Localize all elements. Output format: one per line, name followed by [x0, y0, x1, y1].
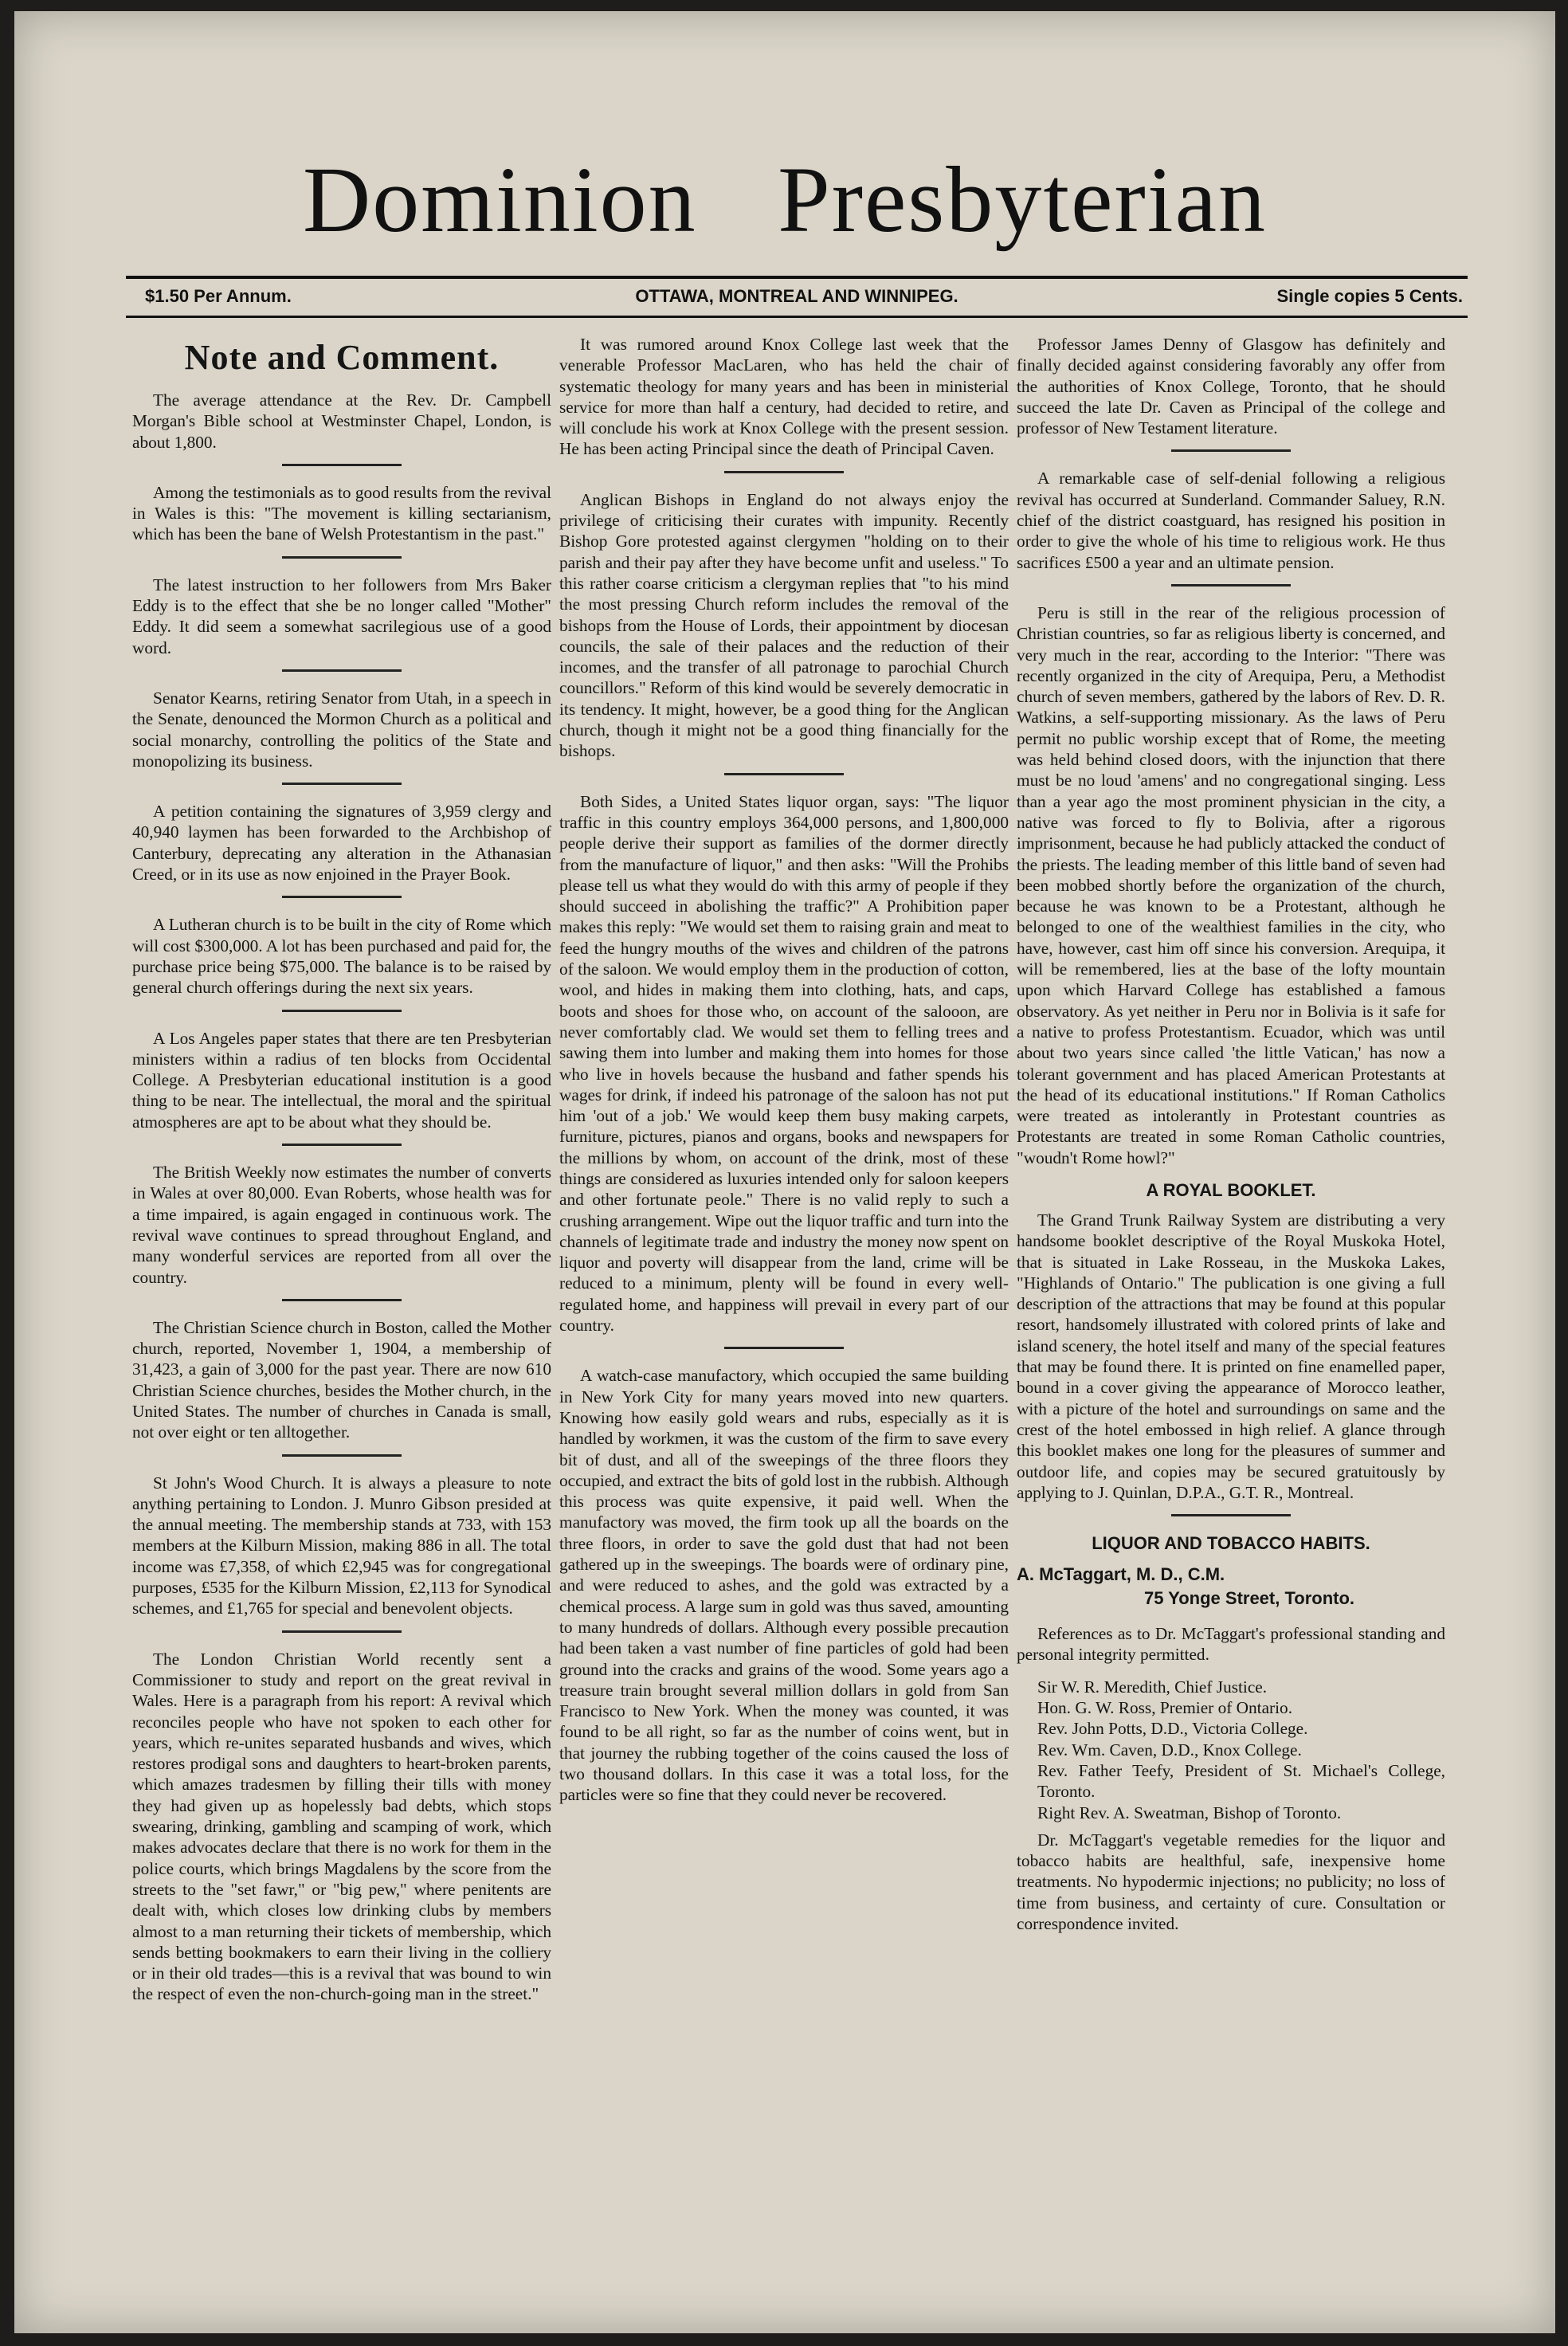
- booklet-article: The Grand Trunk Railway System are distributing a very handsome booklet descriptive of the Royal Muskoka Hotel, that is situated in Lake Rosseau, in the Muskoka Lakes, "Highlands of Ontario." The publication is one giving a full description of the attractions that may be found at this popular resort, handsomely illustrated with colored prints of lake and island scenery, the hotel itself and many of the special features that may be found there. It is printed on fine enamelled paper, bound in a cover giving the appearance of Morocco leather, with a picture of the hotel and surroundings on same and the crest of the hotel embossed in high relief. A glance through this booklet makes one long for the pleasures of summer and outdoor life, and copies may be secured gratuitously by applying to J. Quinlan, D.P.A., G.T. R., Montreal.: [1017, 1210, 1445, 1502]
- advert-closing: Dr. McTaggart's vegetable remedies for the liquor and tobacco habits are healthful, safe, inexpensive home treatments. No hypodermic injections; no publicity; no loss of time from business, and certainty of cure. Consultation or correspondence invited.: [1017, 1830, 1445, 1933]
- column-right: [1017, 334, 1445, 2282]
- reference-item: Sir W. R. Meredith, Chief Justice.: [1037, 1677, 1268, 1697]
- news-item: It was rumored around Knox College last week that the venerable Professor MacLaren, who has held the chair of systematic theology for many years and has been in ministerial service for more than half a century, had decided to retire, and will conclude his work at Knox College with the present session. He has been acting Principal since the death of Principal Caven.: [559, 335, 1009, 459]
- divider: [282, 896, 402, 898]
- divider: [1171, 584, 1291, 586]
- divider: [282, 556, 402, 559]
- publication-cities: OTTAWA, MONTREAL AND WINNIPEG.: [635, 286, 958, 306]
- divider: [724, 773, 844, 775]
- subhead-bar: [126, 276, 1468, 318]
- divider: [282, 1299, 402, 1301]
- news-item: Among the testimonials as to good results from the revival in Wales is this: "The movement is killing sectarianism, which has been the bane of Welsh Protestantism in the past.": [132, 482, 551, 544]
- divider: [282, 669, 402, 672]
- news-item: Professor James Denny of Glasgow has definitely and finally decided against considering favorably any offer from the authorities of Knox College, Toronto, that he should succeed the late Dr. Caven as Principal of the college and professor of New Testament literature.: [1017, 335, 1445, 438]
- reference-item: Hon. G. W. Ross, Premier of Ontario.: [1037, 1698, 1293, 1718]
- booklet-heading: A ROYAL BOOKLET.: [1146, 1179, 1316, 1200]
- advert-reference-list: [1017, 1677, 1445, 1823]
- news-item: A Los Angeles paper states that there are ten Presbyterian ministers within a radius of ten blocks from Occidental College. A Presbyterian educational institution is a good thing to be near. The intellectual, the moral and the spiritual atmospheres are apt to be about what they should be.: [132, 1028, 551, 1132]
- divider: [1171, 1514, 1291, 1516]
- news-item: Peru is still in the rear of the religious procession of Christian countries, so far as religious liberty is concerned, and very much in the rear, according to the Interior: "There was recently organized in the city of Arequipa, Peru, a Methodist church of seven members, gathered by the labors of Rev. D. R. Watkins, a self-supporting missionary. As the laws of Peru permit no public worship except that of Rome, the meeting was held behind closed doors, with the injunction that there must be no loud 'amens' and no congregational singing. Less than a year ago the most prominent physician in the city, a native was forced to fly to Bolivia, after a rigorous imprisonment, because he had publicly attacked the conduct of the priests. The leading member of this little band of seven had been mobbed shortly before the organization of the church, because he was known to be a Protestant, although he belonged to one of the wealthiest families in the city, who have, however, cast him off since his conversion. Arequipa, it will be remembered, lies at the base of the lofty mountain upon which Harvard College has established a famous observatory. As yet neither in Peru nor in Bolivia is it safe for a native to profess Protestantism. Ecuador, which was until about two years since called 'the little Vatican,' has now a tolerant government and has placed American Protestants at the head of its educational institutions." If Roman Catholics were treated as intolerantly in Protestant countries as Protestants are treated in some Roman Catholic countries, "woudn't Rome howl?": [1017, 602, 1445, 1167]
- divider: [282, 1144, 402, 1146]
- divider: [282, 1454, 402, 1457]
- newspaper-page: [14, 11, 1555, 2333]
- news-item: A Lutheran church is to be built in the city of Rome which will cost $300,000. A lot has been purchased and paid for, the purchase price being $75,000. The balance is to be raised by general church offerings during the next six years.: [132, 915, 551, 998]
- column-middle: [559, 334, 1009, 2282]
- news-item: The London Christian World recently sent a Commissioner to study and report on the great revival in Wales. Here is a paragraph from his report: A revival which reconciles people who have not spoken to each other for years, which re-unites separated husbands and wives, which restores prodigal sons and daughters to heart-broken parents, which amazes tradesmen by filling their tills with money they had given up as hopelessly bad debts, which stops swearing, drinking, gambling and scamping of work, which makes advocates declare that there is no work for them in the police courts, which brings Magdalens by the score from the streets to the "set fawr," or "big pew," where penitents are dealt with, which closes low drinking clubs by members almost to a man returning their tickets of membership, which sends betting bookmakers to earn their living in the colliery or in their old trades—this is a revival that was bound to win the respect of even the non-church-going man in the street.": [132, 1649, 551, 2004]
- news-item: Anglican Bishops in England do not always enjoy the privilege of criticising their curates with impunity. Recently Bishop Gore protested against clergymen "holding on to their parish and their pay after they have become unfit and useless." To this rather coarse criticism a clergyman replies that "to his mind the most pressing Church reform includes the removal of the bishops from the House of Lords, their appointment by diocesan councils, the sale of their palaces and the reduction of their incomes, and the transfer of all patronage to parochial Church councillors." Reform of this kind would be severely democratic in its tendency. It might, however, be a good thing for the Anglican church, though it might not be a good thing financially for the bishops.: [559, 489, 1009, 761]
- advert-references-intro: References as to Dr. McTaggart's professional standing and personal integrity permitted.: [1017, 1624, 1445, 1665]
- news-item: The latest instruction to her followers from Mrs Baker Eddy is to the effect that she be no longer called "Mother" Eddy. It did seem a somewhat sacrilegious use of a good word.: [132, 575, 551, 657]
- news-item: The Christian Science church in Boston, called the Mother church, reported, November 1, 1904, a membership of 31,423, a gain of 3,000 for the past year. There are now 610 Christian Science churches, besides the Mother church, in the United States. The number of churches in Canada is small, not over eight or ten alltogether.: [132, 1317, 551, 1442]
- reference-item: Rev. John Potts, D.D., Victoria College.: [1037, 1719, 1308, 1739]
- news-item: A petition containing the signatures of 3,959 clergy and 40,940 laymen has been forwarded to the Archbishop of Canterbury, deprecating any alteration in the Athanasian Creed, or in its use as now enjoined in the Prayer Book.: [132, 802, 551, 885]
- column-left: [132, 334, 551, 2282]
- single-copy-price: Single copies 5 Cents.: [1276, 286, 1463, 306]
- divider: [282, 464, 402, 466]
- divider: [724, 471, 844, 473]
- advert-heading: LIQUOR AND TOBACCO HABITS.: [1092, 1533, 1370, 1554]
- reference-item: Rev. Wm. Caven, D.D., Knox College.: [1037, 1740, 1302, 1760]
- news-item: A watch-case manufactory, which occupied the same building in New York City for many years moved into new quarters. Knowing how easily gold wears and rubs, especially as it is handled by workmen, it was the custom of the firm to save every bit of dust, and all of the sweepings of the three floors they occupied, and extract the bits of gold lost in the rubbish. Although this process was quite expensive, it paid well. When the manufactory was moved, the firm took up all the boards on the three floors, in order to save the gold dust that had not been gathered up in the sweepings. The boards were of ordinary pine, and were reduced to ashes, and the gold was extracted by a chemical process. A large sum in gold was thus saved, amounting to many hundreds of dollars. Although every possible precaution had been taken a vast number of fine particles of gold had been ground into the cracks and grains of the wood. Some years ago a treasure train brought several million dollars in gold from San Francisco to New York. When the money was counted, it was found to be all right, so far as the number of coins went, but in that journey the rubbing together of the coins caused the loss of two thousand dollars. In this case it was a total loss, for the particles were so fine that they could never be recovered.: [559, 1366, 1009, 1805]
- reference-item: Rev. Father Teefy, President of St. Michael's College, Toronto.: [1037, 1760, 1445, 1802]
- news-item: A remarkable case of self-denial following a religious revival has occurred at Sunderland. Commander Saluey, R.N. chief of the district coastguard, has resigned his position in order to give the whole of his time to religious work. He thus sacrifices £500 a year and an ultimate pension.: [1017, 469, 1445, 572]
- masthead-title: Dominion Presbyterian: [303, 147, 1267, 252]
- news-item: Both Sides, a United States liquor organ, says: "The liquor traffic in this country employs 364,000 persons, and 1,800,000 people derive their support as families of the dormer directly from the manufacture of liquor," and then asks: "Will the Prohibs please tell us what they would do with this army of people if they should succeed in abolishing the traffic?" A Prohibition paper makes this reply: "We would set them to raising grain and meat to feed the hungry mouths of the wives and children of the patrons of the saloon. We would employ them in the production of cotton, wool, and hides in making them into clothing, hats, and caps, boots and shoes for those who, on account of the salooon, are never comfortably clad. We would set them to felling trees and sawing them into lumber and making them into homes for those who live in hovels because the husband and father spends his wages for drink, if indeed his patronage of the saloon has not put him 'out of a job.' We would keep them busy making carpets, furniture, pictures, pianos and organs, books and newspapers for the millions by whom, on account of the drink, most of these things are considered as luxuries intended only for saloon keepers and other fortunate peole." There is no valid reply to such a crushing arrangement. Wipe out the liquor traffic and turn into the channels of legitimate trade and industry the money now spent on liquor and poverty will disappear from the land, crime will be reduced to a minimum, plenty will be found in every well-regulated home, and happiness will prevail in every part of our country.: [559, 791, 1009, 1336]
- news-item: The British Weekly now estimates the number of converts in Wales at over 80,000. Evan Roberts, whose health was for a time impaired, is again engaged in continuous work. The revival wave continues to spread throughout England, and many wonderful services are reported from all over the country.: [132, 1163, 551, 1287]
- subscription-price: $1.50 Per Annum.: [145, 286, 292, 306]
- section-title: Note and Comment.: [184, 338, 500, 377]
- reference-item: Right Rev. A. Sweatman, Bishop of Toronto.: [1037, 1803, 1342, 1822]
- news-item: The average attendance at the Rev. Dr. Campbell Morgan's Bible school at Westminster Chapel, London, is about 1,800.: [132, 390, 551, 452]
- advert-signature: [1017, 1563, 1445, 1610]
- divider: [282, 783, 402, 785]
- divider: [1171, 449, 1291, 452]
- divider: [724, 1347, 844, 1349]
- advert-doctor-name: A. McTaggart, M. D., C.M.: [1017, 1564, 1225, 1585]
- divider: [282, 1010, 402, 1012]
- advert-address: 75 Yonge Street, Toronto.: [1144, 1588, 1355, 1609]
- news-item: St John's Wood Church. It is always a pleasure to note anything pertaining to London. J. Munro Gibson presided at the annual meeting. The membership stands at 733, with 153 members at the Kilburn Mission, making 886 in all. The total income was £7,358, of which £2,945 was for congregational purposes, £535 for the Kilburn Mission, £2,113 for Synodical schemes, and £1,765 for special and benevolent objects.: [132, 1473, 551, 1618]
- news-item: Senator Kearns, retiring Senator from Utah, in a speech in the Senate, denounced the Mormon Church as a political and social monarchy, controlling the politics of the State and monopolizing its business.: [132, 688, 551, 771]
- divider: [282, 1630, 402, 1633]
